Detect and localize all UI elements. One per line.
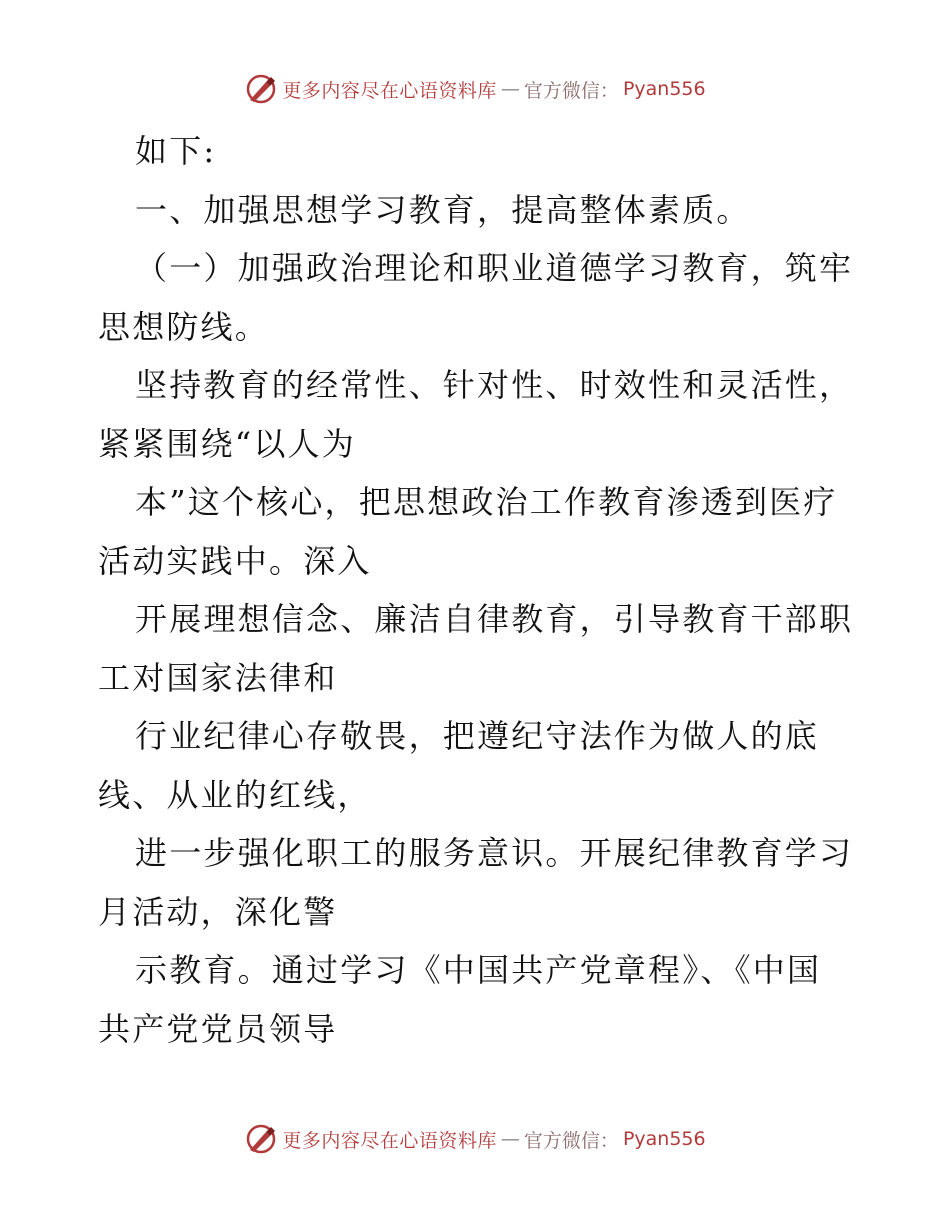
fountain-pen-logo-icon xyxy=(244,72,278,106)
watermark-official-label: 官方微信： xyxy=(523,1129,619,1152)
watermark-site-text: 更多内容尽在心语资料库 xyxy=(282,1129,497,1152)
footer-watermark xyxy=(0,1122,950,1156)
body-line: 共产党党员领导 xyxy=(98,1009,338,1048)
watermark-official-label: 官方微信： xyxy=(523,79,619,102)
body-line: 开展理想信念、廉洁自律教育，引导教育干部职 xyxy=(135,600,854,638)
body-line: 进一步强化职工的服务意识。开展纪律教育学习 xyxy=(135,834,854,872)
header-watermark xyxy=(0,72,950,106)
body-line: 示教育。通过学习《中国共产党章程》、《中国 xyxy=(135,951,822,989)
document-body xyxy=(98,122,858,1058)
subsection-heading: （一）加强政治理论和职业道德学习教育，筑牢 xyxy=(135,249,854,287)
body-line: 工对国家法律和 xyxy=(98,658,338,697)
body-line: 本”这个核心，把思想政治工作教育渗透到医疗 xyxy=(135,483,838,521)
body-line: 如下: xyxy=(135,132,217,170)
body-line: 坚持教育的经常性、针对性、时效性和灵活性， xyxy=(135,366,854,404)
section-heading: 一、加强思想学习教育，提高整体素质。 xyxy=(135,190,751,229)
body-line: 线、从业的红线， xyxy=(98,775,372,814)
fountain-pen-logo-icon xyxy=(244,1122,278,1156)
body-line: 紧紧围绕“以人为 xyxy=(98,424,356,463)
body-line: 月活动，深化警 xyxy=(98,892,338,931)
watermark-site-text: 更多内容尽在心语资料库 xyxy=(282,79,497,102)
body-line: 活动实践中。深入 xyxy=(98,541,372,580)
watermark-dash: — xyxy=(500,1128,520,1150)
watermark-dash: — xyxy=(500,78,520,100)
subsection-heading-continued: 思想防线。 xyxy=(98,307,270,346)
body-line: 行业纪律心存敬畏，把遵纪守法作为做人的底 xyxy=(135,717,820,755)
watermark-wechat-id: Pyan556 xyxy=(622,78,706,100)
watermark-wechat-id: Pyan556 xyxy=(622,1128,706,1150)
